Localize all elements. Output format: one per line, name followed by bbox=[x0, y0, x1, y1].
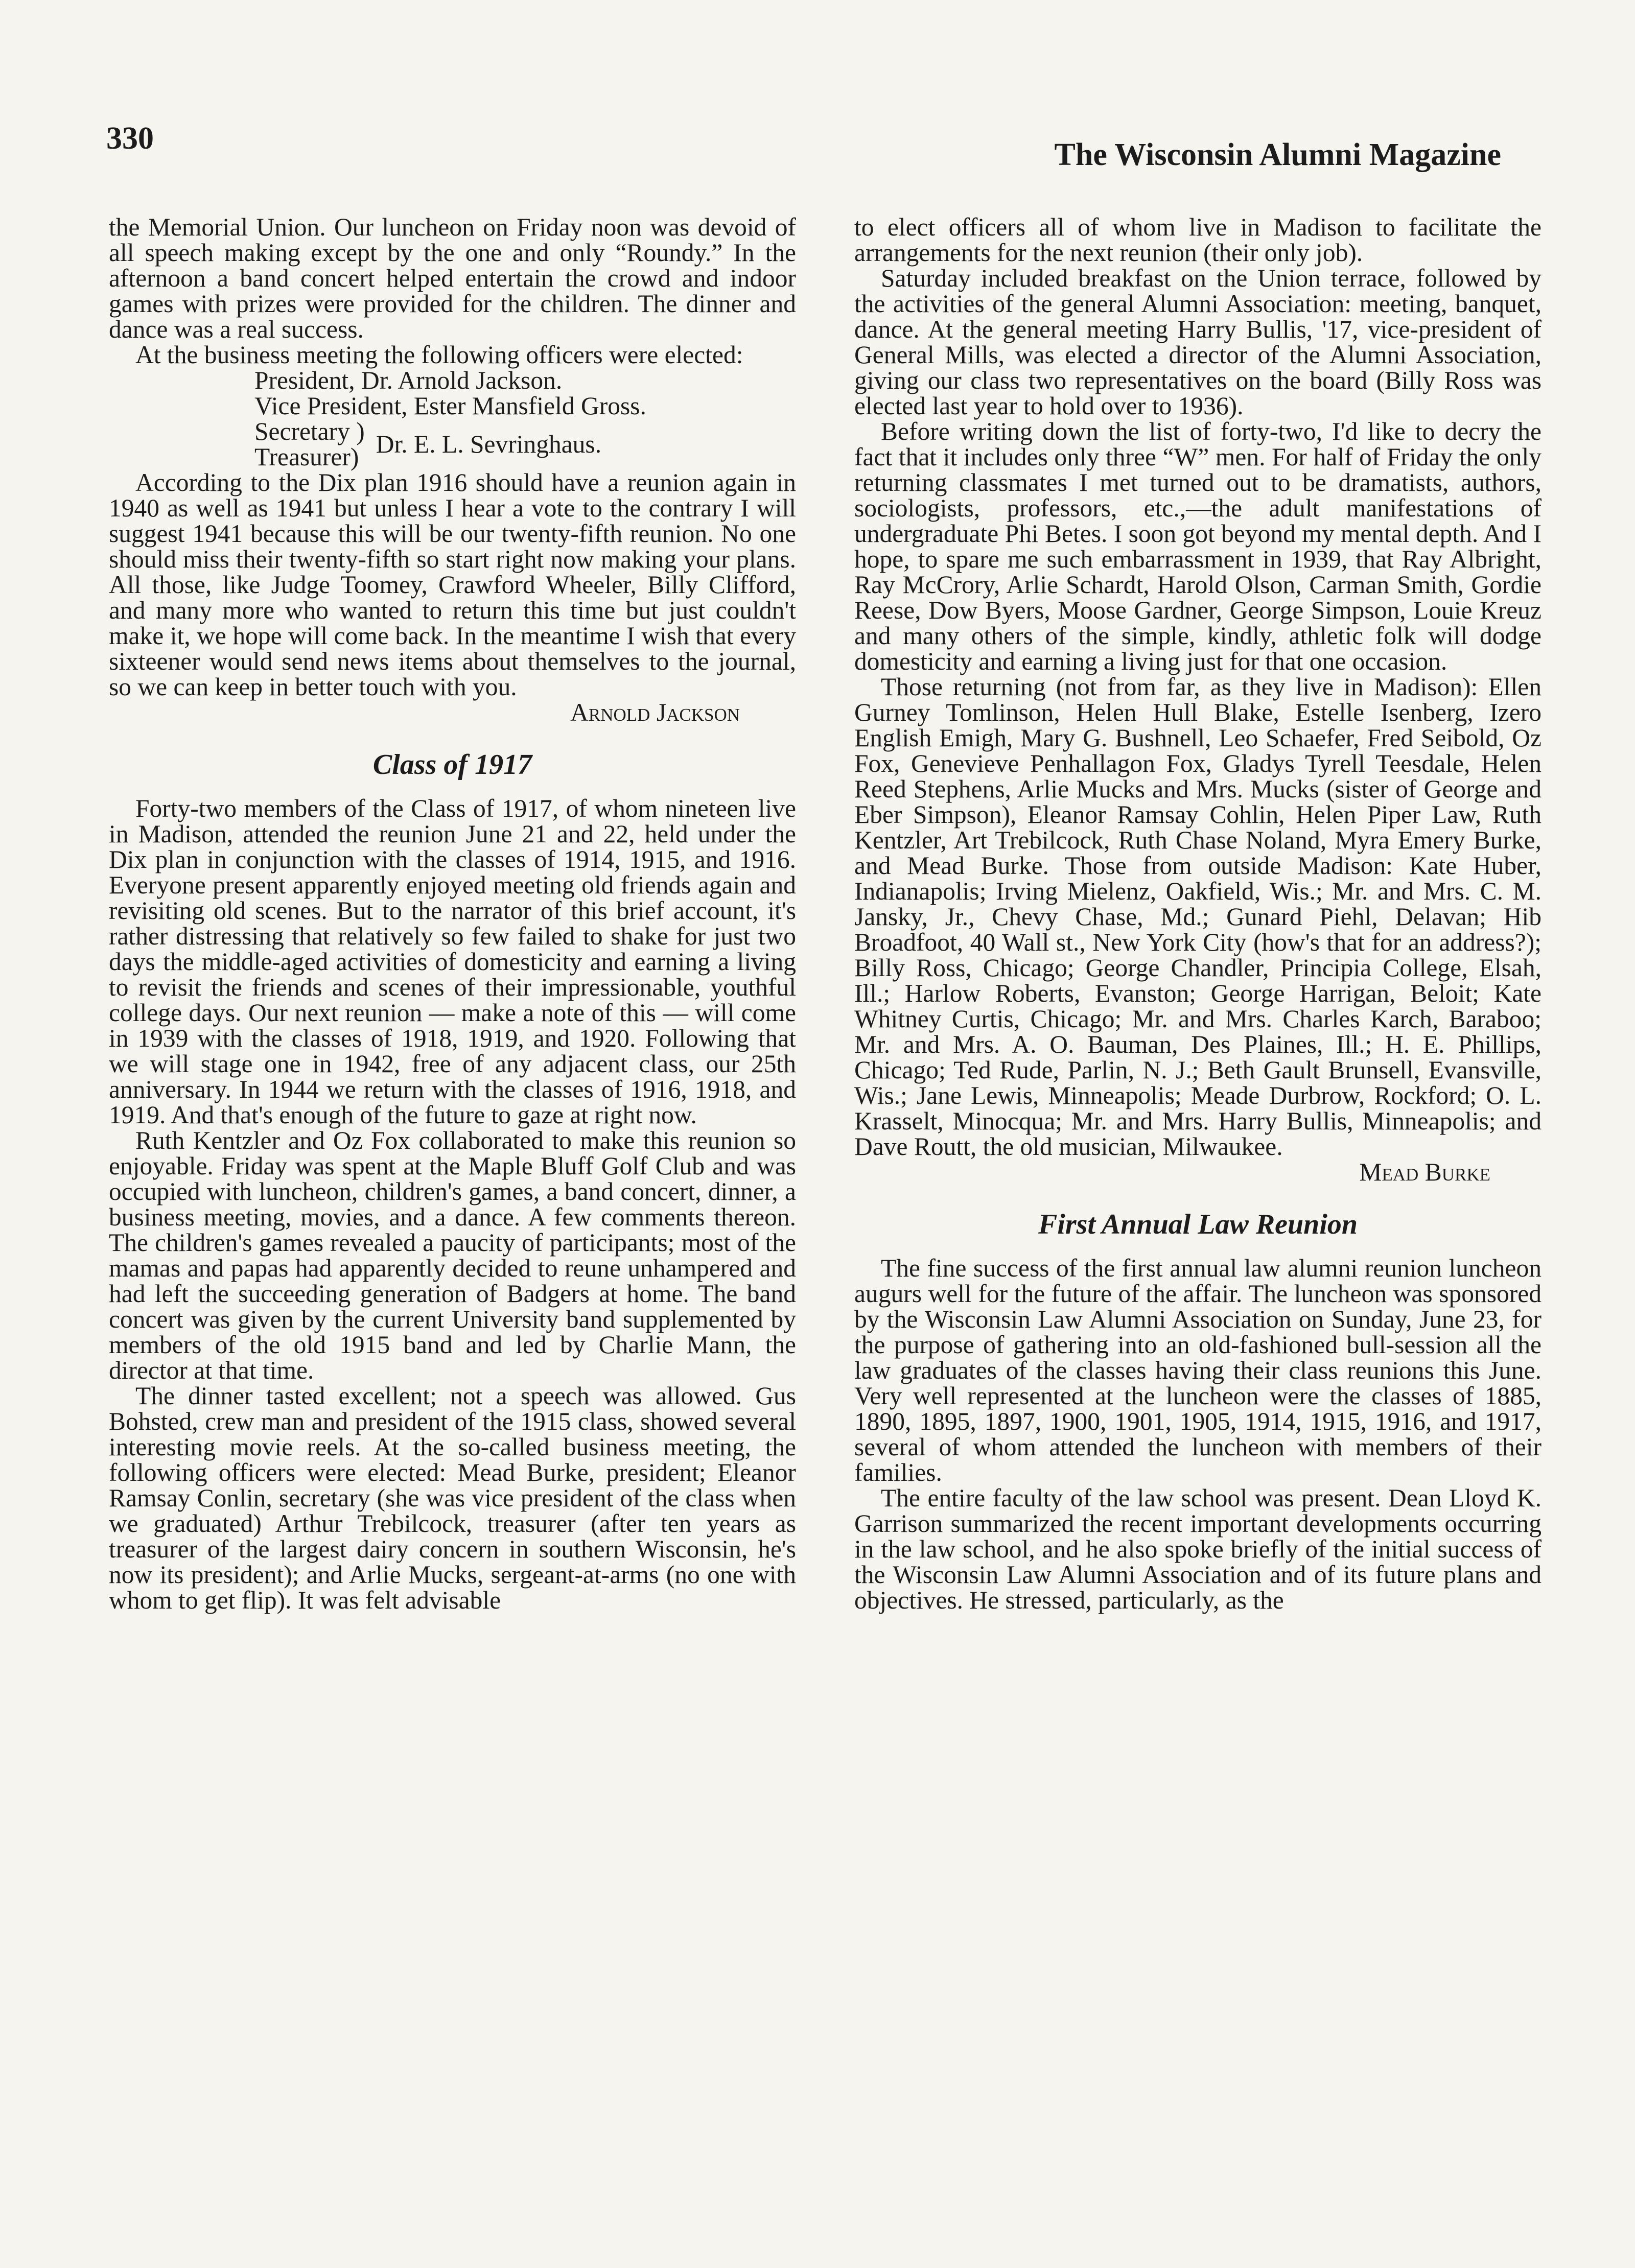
section-heading: Class of 1917 bbox=[372, 749, 532, 781]
right-column bbox=[854, 215, 1541, 1613]
paragraph: At the business meeting the following officers were elected: bbox=[135, 341, 743, 369]
author-signature: Arnold Jackson bbox=[570, 698, 740, 726]
author-signature: Mead Burke bbox=[1359, 1158, 1490, 1186]
paragraph: The dinner tasted excellent; not a speech was allowed. Gus Bohsted, crew man and president of the 1915 class, showed several interesting movie reels. At the so-called business meeting, the following officers were elected: Mead Burke, president; Eleanor Ramsay Conlin, secretary (she was vice president of the class when we graduated) Arthur Trebilcock, treasurer (after ten years as treasurer of the largest dairy concern in southern Wisconsin, he's now its president); and Arlie Mucks, sergeant-at-arms (no one with whom to get flip). It was felt advisable bbox=[109, 1382, 796, 1614]
officer-vice-president: Vice President, Ester Mansfield Gross. bbox=[254, 392, 646, 420]
paragraph: Saturday included breakfast on the Union terrace, followed by the activities of the general Alumni Association: meeting, banquet, dance. At the general meeting Harry Bullis, '17, vice-president of General Mills, was elected a director of the Alumni Association, giving our class two representatives on the board (Billy Ross was elected last year to hold over to 1936). bbox=[854, 264, 1541, 420]
secretary-treasurer-name: Dr. E. L. Sevringhaus. bbox=[376, 430, 602, 458]
page-number: 330 bbox=[106, 121, 154, 156]
paragraph: The entire faculty of the law school was present. Dean Lloyd K. Garrison summarized the recent important developments occurring in the law school, and he also spoke briefly of the initial success of the Wisconsin Law Alumni Association and of its future plans and objectives. He stressed, particularly, as the bbox=[854, 1484, 1541, 1614]
paragraph: According to the Dix plan 1916 should have a reunion again in 1940 as well as 1941 but unless I hear a vote to the contrary I will suggest 1941 because this will be our twenty-fifth reunion. No one should miss their twenty-fifth so start right now making your plans. All those, like Judge Toomey, Crawford Wheeler, Billy Clifford, and many more who wanted to return this time but just couldn't make it, we hope will come back. In the meantime I wish that every sixteener would send news items about themselves to the journal, so we can keep in better touch with you. bbox=[109, 468, 796, 701]
officer-roles bbox=[254, 419, 365, 470]
treasurer-role: Treasurer) bbox=[254, 443, 359, 471]
magazine-title: The Wisconsin Alumni Magazine bbox=[1054, 137, 1501, 172]
paragraph: to elect officers all of whom live in Madison to facilitate the arrangements for the next reunion (their only job). bbox=[854, 213, 1541, 267]
paragraph: the Memorial Union. Our luncheon on Friday noon was devoid of all speech making except by the one and only “Roundy.” In the afternoon a band concert helped entertain the crowd and indoor games with prizes were provided for the children. The dinner and dance was a real success. bbox=[109, 213, 796, 343]
paragraph: Before writing down the list of forty-two, I'd like to decry the fact that it includes only three “W” men. For half of Friday the only returning classmates I met turned out to be dramatists, authors, sociologists, professors, etc.,—the adult manifestations of undergraduate Phi Betes. I soon got beyond my mental depth. And I hope, to spare me such embarrassment in 1939, that Ray Albright, Ray McCrory, Arlie Schardt, Harold Olson, Carman Smith, Gordie Reese, Dow Byers, Moose Gardner, George Simpson, Louie Kreuz and many others of the simple, kindly, athletic folk will dodge domesticity and earning a living just for that one occasion. bbox=[854, 417, 1541, 675]
paragraph: Those returning (not from far, as they live in Madison): Ellen Gurney Tomlinson, Helen Hull Blake, Estelle Isenberg, Izero English Emigh, Mary G. Bushnell, Leo Schaefer, Fred Seibold, Oz Fox, Genevieve Penhallagon Fox, Gladys Tyrell Teesdale, Helen Reed Stephens, Arlie Mucks and Mrs. Mucks (sister of George and Eber Simpson), Eleanor Ramsay Cohlin, Helen Piper Law, Ruth Kentzler, Art Trebilcock, Ruth Chase Noland, Myra Emery Burke, and Mead Burke. Those from outside Madison: Kate Huber, Indianapolis; Irving Mielenz, Oakfield, Wis.; Mr. and Mrs. C. M. Jansky, Jr., Chevy Chase, Md.; Gunard Piehl, Delavan; Hib Broadfoot, 40 Wall st., New York City (how's that for an address?); Billy Ross, Chicago; George Chandler, Principia College, Elsah, Ill.; Harlow Roberts, Evanston; George Harrigan, Beloit; Kate Whitney Curtis, Chicago; Mr. and Mrs. Charles Karch, Baraboo; Mr. and Mrs. A. O. Bauman, Des Plaines, Ill.; H. E. Phillips, Chicago; Ted Rude, Parlin, N. J.; Beth Gault Brunsell, Evansville, Wis.; Jane Lewis, Minneapolis; Meade Durbrow, Rockford; O. L. Krasselt, Minocqua; Mr. and Mrs. Harry Bullis, Minneapolis; and Dave Routt, the old musician, Milwaukee. bbox=[854, 673, 1541, 1161]
officers-list bbox=[254, 368, 796, 470]
paragraph: Forty-two members of the Class of 1917, of whom nineteen live in Madison, attended the reunion June 21 and 22, held under the Dix plan in conjunction with the classes of 1914, 1915, and 1916. Everyone present apparently enjoyed meeting old friends again and revisiting old scenes. But to the narrator of this brief account, it's rather distressing that relatively so few failed to shake for just two days the middle-aged activities of domesticity and earning a living to revisit the friends and scenes of their impressionable, youthful college days. Our next reunion — make a note of this — will come in 1939 with the classes of 1918, 1919, and 1920. Following that we will stage one in 1942, free of any adjacent class, our 25th anniversary. In 1944 we return with the classes of 1916, 1918, and 1919. And that's enough of the future to gaze at right now. bbox=[109, 794, 796, 1129]
secretary-role: Secretary ) bbox=[254, 417, 365, 445]
officer-secretary-treasurer bbox=[254, 419, 796, 470]
paragraph: The fine success of the first annual law alumni reunion luncheon augurs well for the future of the affair. The luncheon was sponsored by the Wisconsin Law Alumni Association on Sunday, June 23, for the purpose of gathering into an old-fashioned bull-session all the law graduates of the classes having their class reunions this June. Very well represented at the luncheon were the classes of 1885, 1890, 1895, 1897, 1900, 1901, 1905, 1914, 1915, 1916, and 1917, several of whom attended the luncheon with members of their families. bbox=[854, 1254, 1541, 1486]
paragraph: Ruth Kentzler and Oz Fox collaborated to make this reunion so enjoyable. Friday was spent at the Maple Bluff Golf Club and was occupied with luncheon, children's games, a band concert, dinner, a business meeting, movies, and a dance. A few comments thereon. The children's games revealed a paucity of participants; most of the mamas and papas had apparently decided to reune unhampered and had left the succeeding generation of Badgers at home. The band concert was given by the current University band supplemented by members of the old 1915 band and led by Charlie Mann, the director at that time. bbox=[109, 1126, 796, 1384]
officer-president: President, Dr. Arnold Jackson. bbox=[254, 366, 563, 394]
left-column bbox=[109, 215, 796, 1613]
section-heading: First Annual Law Reunion bbox=[1038, 1209, 1358, 1240]
